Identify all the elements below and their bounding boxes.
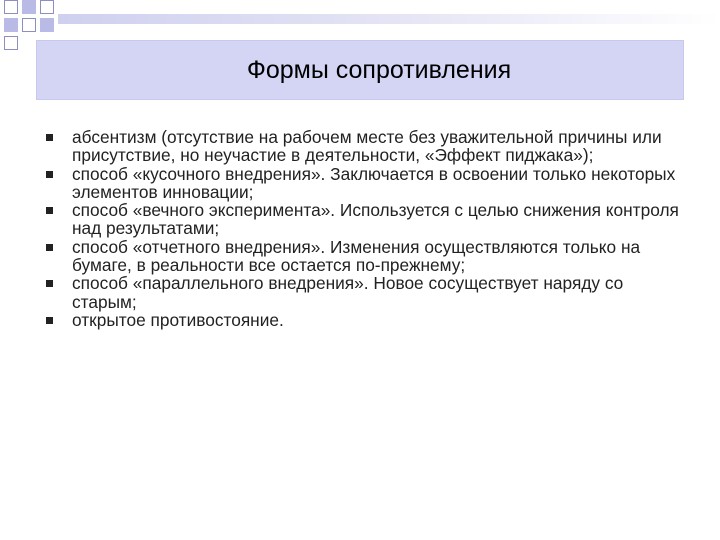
square-bullet-icon: [46, 244, 53, 251]
bullet-text: открытое противостояние.: [72, 309, 284, 330]
square-bullet-icon: [46, 134, 53, 141]
decorative-square: [4, 36, 18, 50]
list-item: [46, 311, 686, 329]
bullet-list: [46, 128, 686, 329]
bullet-text: способ «отчетного внедрения». Изменения осуществляются только на бумаге, в реальности все остается по-прежнему;: [72, 236, 641, 276]
list-item: [46, 201, 686, 238]
list-item: [46, 274, 686, 311]
decorative-square: [22, 18, 36, 32]
list-item: [46, 238, 686, 275]
list-item: [46, 128, 686, 165]
decorative-square: [40, 0, 54, 14]
square-bullet-icon: [46, 317, 53, 324]
header-band: [58, 14, 720, 24]
bullet-text: способ «кусочного внедрения». Заключается в освоении только некоторых элементов инновации;: [72, 163, 676, 202]
square-bullet-icon: [46, 171, 53, 178]
square-bullet-icon: [46, 207, 53, 214]
decorative-square: [40, 18, 54, 32]
slide-title: Формы сопротивления: [246, 55, 512, 84]
list-item: [46, 165, 686, 202]
title-box: [36, 40, 684, 100]
bullet-text: способ «вечного эксперимента». Используется с целью снижения контроля над результатами;: [72, 200, 679, 239]
decorative-square: [4, 0, 18, 14]
decorative-square: [22, 0, 36, 14]
square-bullet-icon: [46, 280, 53, 287]
decorative-square: [4, 18, 18, 32]
bullet-text: абсентизм (отсутствие на рабочем месте без уважительной причины или присутствие, но неучастие в деятельности, «Эффект пиджака»);: [72, 127, 662, 166]
bullet-text: способ «параллельного внедрения». Новое сосуществует наряду со старым;: [72, 273, 624, 312]
